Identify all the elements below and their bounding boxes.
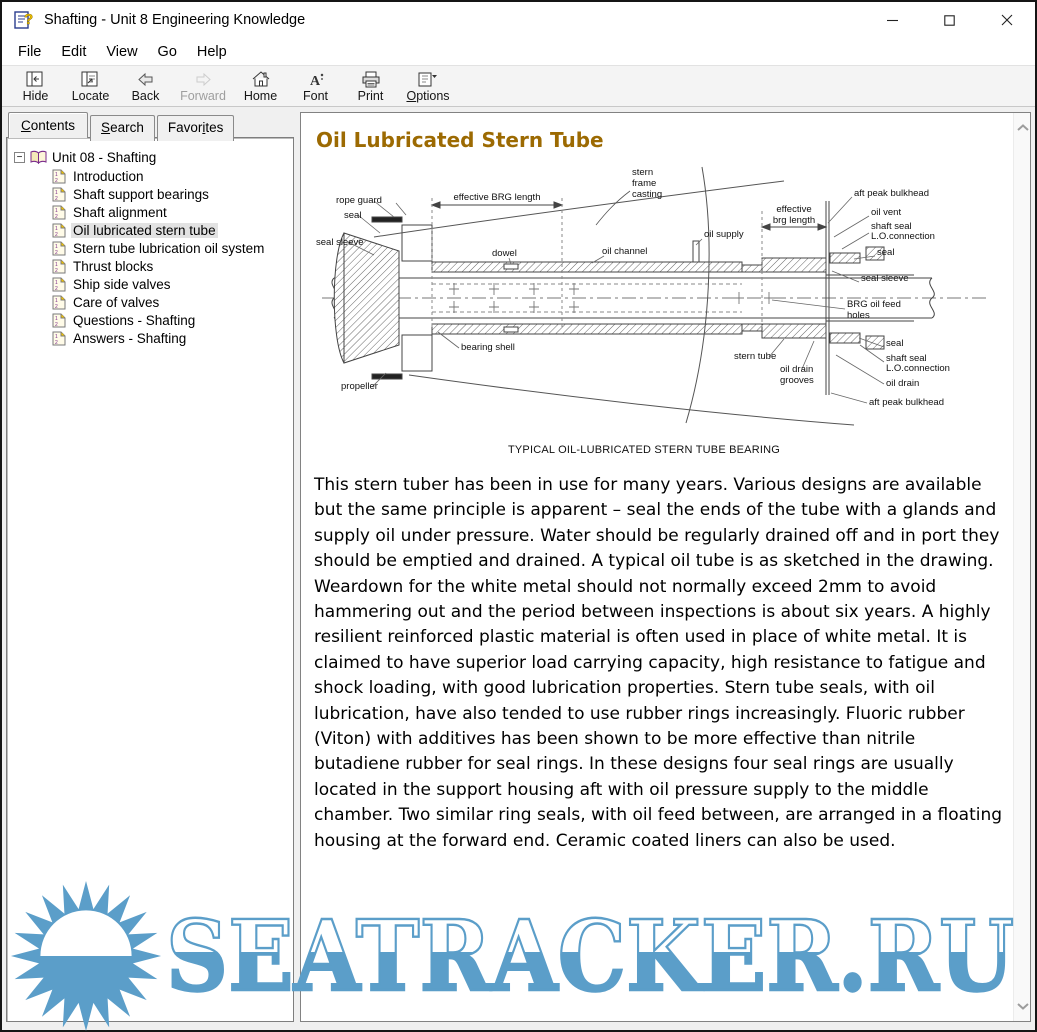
topic-page-icon	[52, 241, 66, 256]
topic-page-icon	[52, 187, 66, 202]
svg-text:?: ?	[24, 11, 34, 28]
svg-text:1: 1	[55, 297, 58, 304]
sidebar-item-shaft-alignment[interactable]: 1 2 Shaft alignment	[52, 203, 289, 221]
svg-text:2: 2	[55, 339, 58, 346]
svg-text:stern: stern	[632, 167, 654, 178]
stern-tube-diagram	[314, 165, 996, 432]
home-button[interactable]: Home	[233, 68, 288, 103]
svg-text:1: 1	[55, 261, 58, 268]
svg-text:A: A	[309, 73, 320, 89]
svg-text:oil drain: oil drain	[886, 378, 920, 389]
minimize-button[interactable]	[864, 2, 921, 38]
diagram-labels	[316, 167, 950, 408]
scroll-down-icon[interactable]	[1014, 998, 1031, 1015]
font-button[interactable]: A Font	[288, 68, 343, 103]
svg-text:oil vent: oil vent	[871, 207, 902, 218]
svg-text:brg length: brg length	[772, 215, 816, 226]
menubar	[2, 38, 1035, 65]
scroll-up-icon[interactable]	[1014, 119, 1031, 136]
sidebar-item-shaft-support-bearings[interactable]: 1 2 Shaft support bearings	[52, 185, 289, 203]
menu-view[interactable]: View	[106, 43, 138, 60]
sidebar-item-oil-lubricated-stern-tube[interactable]: 1 2 Oil lubricated stern tube	[52, 221, 289, 239]
sidebar-item-questions-shafting[interactable]: 1 2 Questions - Shafting	[52, 311, 289, 329]
svg-text:2: 2	[55, 303, 58, 310]
collapse-icon[interactable]: −	[14, 152, 25, 163]
hide-icon	[8, 69, 63, 89]
sidebar-item-care-of-valves[interactable]: 1 2 Care of valves	[52, 293, 289, 311]
svg-text:shaft seal: shaft seal	[886, 353, 927, 364]
svg-text:BRG oil feed: BRG oil feed	[847, 299, 901, 310]
locate-button[interactable]: Locate	[63, 68, 118, 103]
svg-text:2: 2	[55, 267, 58, 274]
svg-text:L.O.connection: L.O.connection	[871, 231, 935, 242]
topic-page-icon	[52, 331, 66, 346]
close-button[interactable]	[978, 2, 1035, 38]
svg-text:grooves: grooves	[780, 375, 814, 386]
print-icon	[343, 69, 398, 89]
sidebar-tabs	[6, 112, 294, 138]
svg-text:L.O.connection: L.O.connection	[886, 363, 950, 374]
svg-text:oil supply: oil supply	[704, 229, 744, 240]
svg-text:2: 2	[55, 321, 58, 328]
topic-paragraph: This stern tuber has been in use for many years. Various designs are available but the same principle is apparent – seal the ends of the tube with a glands and supply oil under pressure. Water should be regularly drained off and in port they should be emptied and drained. A typical oil tube is as sketched in the drawing. Weardown for the white metal should not normally exceed 2mm to avoid hammering out and the period between inspections is about six years. A highly resilient reinforced plastic material is often used in place of white metal. It is claimed to have superior load carrying capacity, high resistance to fatigue and shock loading, with good lubrication properties. Stern tube seals, with oil lubrication, have also tended to use rubber rings increasingly. Fluoric rubber (Viton) with additives has been shown to be more effective than nitrile butadiene rubber for seal rings. In these designs four seal rings are usually located in the support housing aft with oil pressure supply to the middle chamber. Two similar ring seals, with oil feed between, are arranged in a floating housing at the forward end. Ceramic coated liners can also be used.	[314, 475, 1003, 851]
menu-edit[interactable]: Edit	[61, 43, 87, 60]
svg-text:seal sleeve: seal sleeve	[316, 237, 364, 248]
diagram-caption: TYPICAL OIL-LUBRICATED STERN TUBE BEARING	[507, 444, 781, 456]
window-title: Shafting - Unit 8 Engineering Knowledge	[44, 12, 306, 28]
svg-text:effective BRG length: effective BRG length	[453, 192, 541, 203]
topic-content-pane	[300, 112, 1031, 1022]
options-button[interactable]: Options	[398, 68, 458, 103]
locate-icon	[63, 69, 118, 89]
help-app-icon	[13, 9, 35, 31]
svg-text:2: 2	[55, 177, 58, 184]
menu-file[interactable]: File	[18, 43, 42, 60]
hide-button[interactable]: Hide	[8, 68, 63, 103]
sidebar-item-thrust-blocks[interactable]: 1 2 Thrust blocks	[52, 257, 289, 275]
topic-page-icon	[52, 277, 66, 292]
sidebar-item-ship-side-valves[interactable]: 1 2 Ship side valves	[52, 275, 289, 293]
svg-text:seal: seal	[886, 338, 904, 349]
forward-button[interactable]: Forward	[173, 68, 233, 103]
print-button[interactable]: Print	[343, 68, 398, 103]
options-icon	[398, 69, 458, 89]
topic-page-icon	[52, 169, 66, 184]
toolbar	[2, 65, 1035, 107]
maximize-button[interactable]	[921, 2, 978, 38]
svg-text:oil drain: oil drain	[780, 364, 814, 375]
sidebar-item-answers-shafting[interactable]: 1 2 Answers - Shafting	[52, 329, 289, 347]
back-arrow-icon	[118, 69, 173, 89]
main-area	[2, 107, 1035, 1030]
svg-text:dowel: dowel	[492, 248, 517, 259]
sidebar	[6, 112, 294, 1022]
svg-text:1: 1	[55, 225, 58, 232]
svg-text:seal sleeve: seal sleeve	[861, 273, 909, 284]
svg-text:holes: holes	[847, 310, 870, 321]
svg-text:frame: frame	[632, 178, 657, 189]
topic-page-icon	[52, 295, 66, 310]
svg-text:propeller: propeller	[341, 381, 378, 392]
svg-text:effective: effective	[776, 204, 812, 215]
topic-page-icon	[52, 205, 66, 220]
home-icon	[233, 69, 288, 89]
svg-text:2: 2	[55, 213, 58, 220]
contents-tree	[6, 137, 294, 1022]
sidebar-item-stern-tube-lubrication-oil-system[interactable]: 1 2 Stern tube lubrication oil system	[52, 239, 289, 257]
page-title: Oil Lubricated Stern Tube	[316, 128, 604, 152]
svg-text:1: 1	[55, 207, 58, 214]
svg-text:aft peak bulkhead: aft peak bulkhead	[854, 188, 930, 199]
topic-page-icon	[52, 259, 66, 274]
svg-text:SEATRACKER.RU: SEATRACKER.RU	[166, 899, 1014, 1013]
tab-search[interactable]: Search	[90, 115, 155, 141]
sidebar-item-introduction[interactable]: 1 2 Introduction	[52, 167, 289, 185]
svg-text:seal: seal	[877, 247, 895, 258]
svg-text:bearing shell: bearing shell	[461, 342, 515, 353]
svg-text:1: 1	[55, 171, 58, 178]
svg-text:1: 1	[55, 189, 58, 196]
tree-root-label: Unit 08 - Shafting	[52, 150, 157, 165]
vertical-scrollbar[interactable]	[1013, 113, 1030, 1021]
topic-page-icon	[52, 313, 66, 328]
svg-text:1: 1	[55, 315, 58, 322]
menu-help[interactable]: Help	[196, 43, 227, 60]
svg-text:stern tube: stern tube	[734, 351, 777, 362]
tab-favorites[interactable]: Favorites	[157, 115, 235, 141]
forward-arrow-icon	[173, 69, 233, 89]
titlebar	[2, 2, 1035, 38]
font-icon	[288, 69, 343, 89]
svg-text:oil channel: oil channel	[602, 246, 648, 257]
svg-text:1: 1	[55, 333, 58, 340]
tab-contents[interactable]: Contents	[8, 112, 88, 138]
tree-root-unit08[interactable]	[14, 148, 289, 167]
svg-text:1: 1	[55, 279, 58, 286]
menu-go[interactable]: Go	[157, 43, 177, 60]
book-icon	[30, 150, 47, 165]
back-button[interactable]: Back	[118, 68, 173, 103]
svg-text:2: 2	[55, 285, 58, 292]
svg-text:1: 1	[55, 243, 58, 250]
svg-text:2: 2	[55, 249, 58, 256]
svg-text:rope guard: rope guard	[336, 195, 382, 206]
svg-text:aft peak bulkhead: aft peak bulkhead	[869, 397, 945, 408]
svg-text:seal: seal	[344, 210, 362, 221]
svg-text:shaft seal: shaft seal	[871, 221, 912, 232]
topic-page-icon	[52, 223, 66, 238]
svg-text:2: 2	[55, 231, 58, 238]
svg-text:2: 2	[55, 195, 58, 202]
svg-text:casting: casting	[632, 189, 663, 200]
